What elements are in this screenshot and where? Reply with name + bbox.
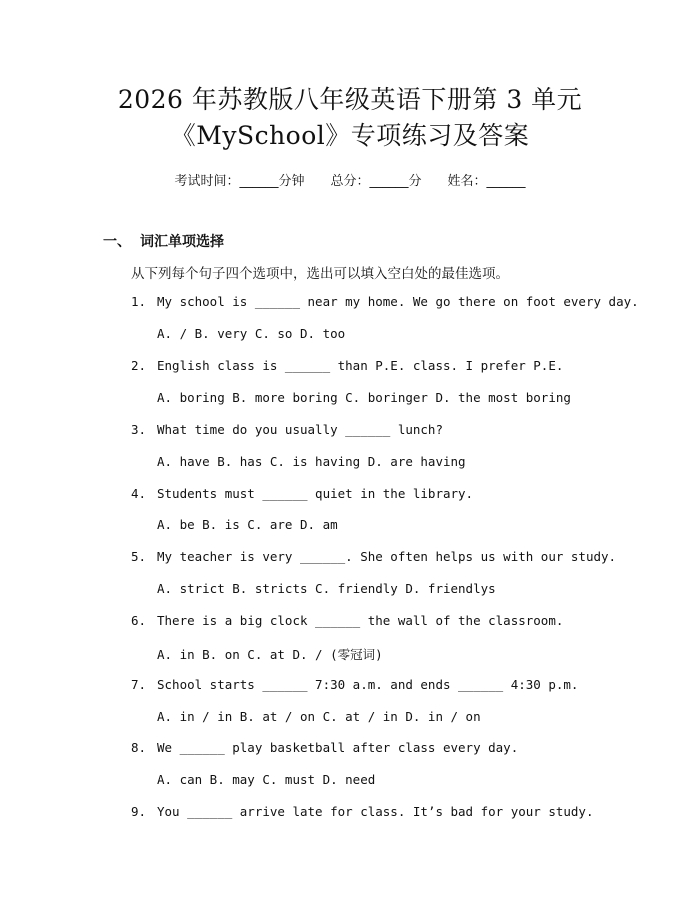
question-1-options: A. / B. very C. so D. too <box>157 326 346 341</box>
section-title: 词汇单项选择 <box>140 234 224 250</box>
question-text: My teacher is very ______. She often helps us with our study. <box>157 549 617 564</box>
question-number: 5. <box>131 549 147 564</box>
question-8-options: A. can B. may C. must D. need <box>157 772 376 787</box>
question-text: My school is ______ near my home. We go there on foot every day. <box>157 294 639 309</box>
document-title-line1: 2026 年苏教版八年级英语下册第 3 单元 <box>117 85 583 114</box>
question-5-options: A. strict B. stricts C. friendly D. friendlys <box>157 581 496 596</box>
question-2-options: A. boring B. more boring C. boringer D. the most boring <box>157 390 571 405</box>
question-6 <box>131 613 563 628</box>
question-4 <box>131 486 473 501</box>
question-9 <box>131 804 594 819</box>
question-text: You ______ arrive late for class. It’s bad for your study. <box>157 804 594 819</box>
question-number: 3. <box>131 422 147 437</box>
name-label: 姓名：______ <box>447 174 526 189</box>
question-number: 2. <box>131 358 147 373</box>
question-text: English class is ______ than P.E. class. I prefer P.E. <box>157 358 564 373</box>
question-text: School starts ______ 7:30 a.m. and ends ______ 4:30 p.m. <box>157 677 579 692</box>
question-7-options: A. in / in B. at / on C. at / in D. in / on <box>157 709 481 724</box>
question-number: 8. <box>131 740 147 755</box>
question-6-options: A. in B. on C. at D. / (零冠词) <box>157 647 383 662</box>
question-8 <box>131 740 518 755</box>
question-3 <box>131 422 443 437</box>
question-number: 9. <box>131 804 147 819</box>
question-text: There is a big clock ______ the wall of the classroom. <box>157 613 564 628</box>
question-number: 7. <box>131 677 147 692</box>
question-number: 1. <box>131 294 147 309</box>
question-4-options: A. be B. is C. are D. am <box>157 517 338 532</box>
question-text: Students must ______ quiet in the library. <box>157 486 474 501</box>
question-text: What time do you usually ______ lunch? <box>157 422 443 437</box>
section-heading <box>103 231 224 251</box>
question-number: 4. <box>131 486 147 501</box>
document-title-line2: 《MySchool》专项练习及答案 <box>170 121 530 150</box>
exam-info <box>0 170 700 189</box>
question-text: We ______ play basketball after class every day. <box>157 740 519 755</box>
question-number: 6. <box>131 613 147 628</box>
question-2 <box>131 358 563 373</box>
total-score-label: 总分：______分 <box>330 174 422 189</box>
question-3-options: A. have B. has C. is having D. are having <box>157 454 466 469</box>
section-instruction: 从下列每个句子四个选项中，选出可以填入空白处的最佳选项。 <box>131 266 509 282</box>
question-7 <box>131 677 578 692</box>
exam-time-label: 考试时间：______分钟 <box>174 174 305 189</box>
section-number: 一、 <box>103 234 131 250</box>
question-5 <box>131 549 616 564</box>
question-1 <box>131 294 639 309</box>
